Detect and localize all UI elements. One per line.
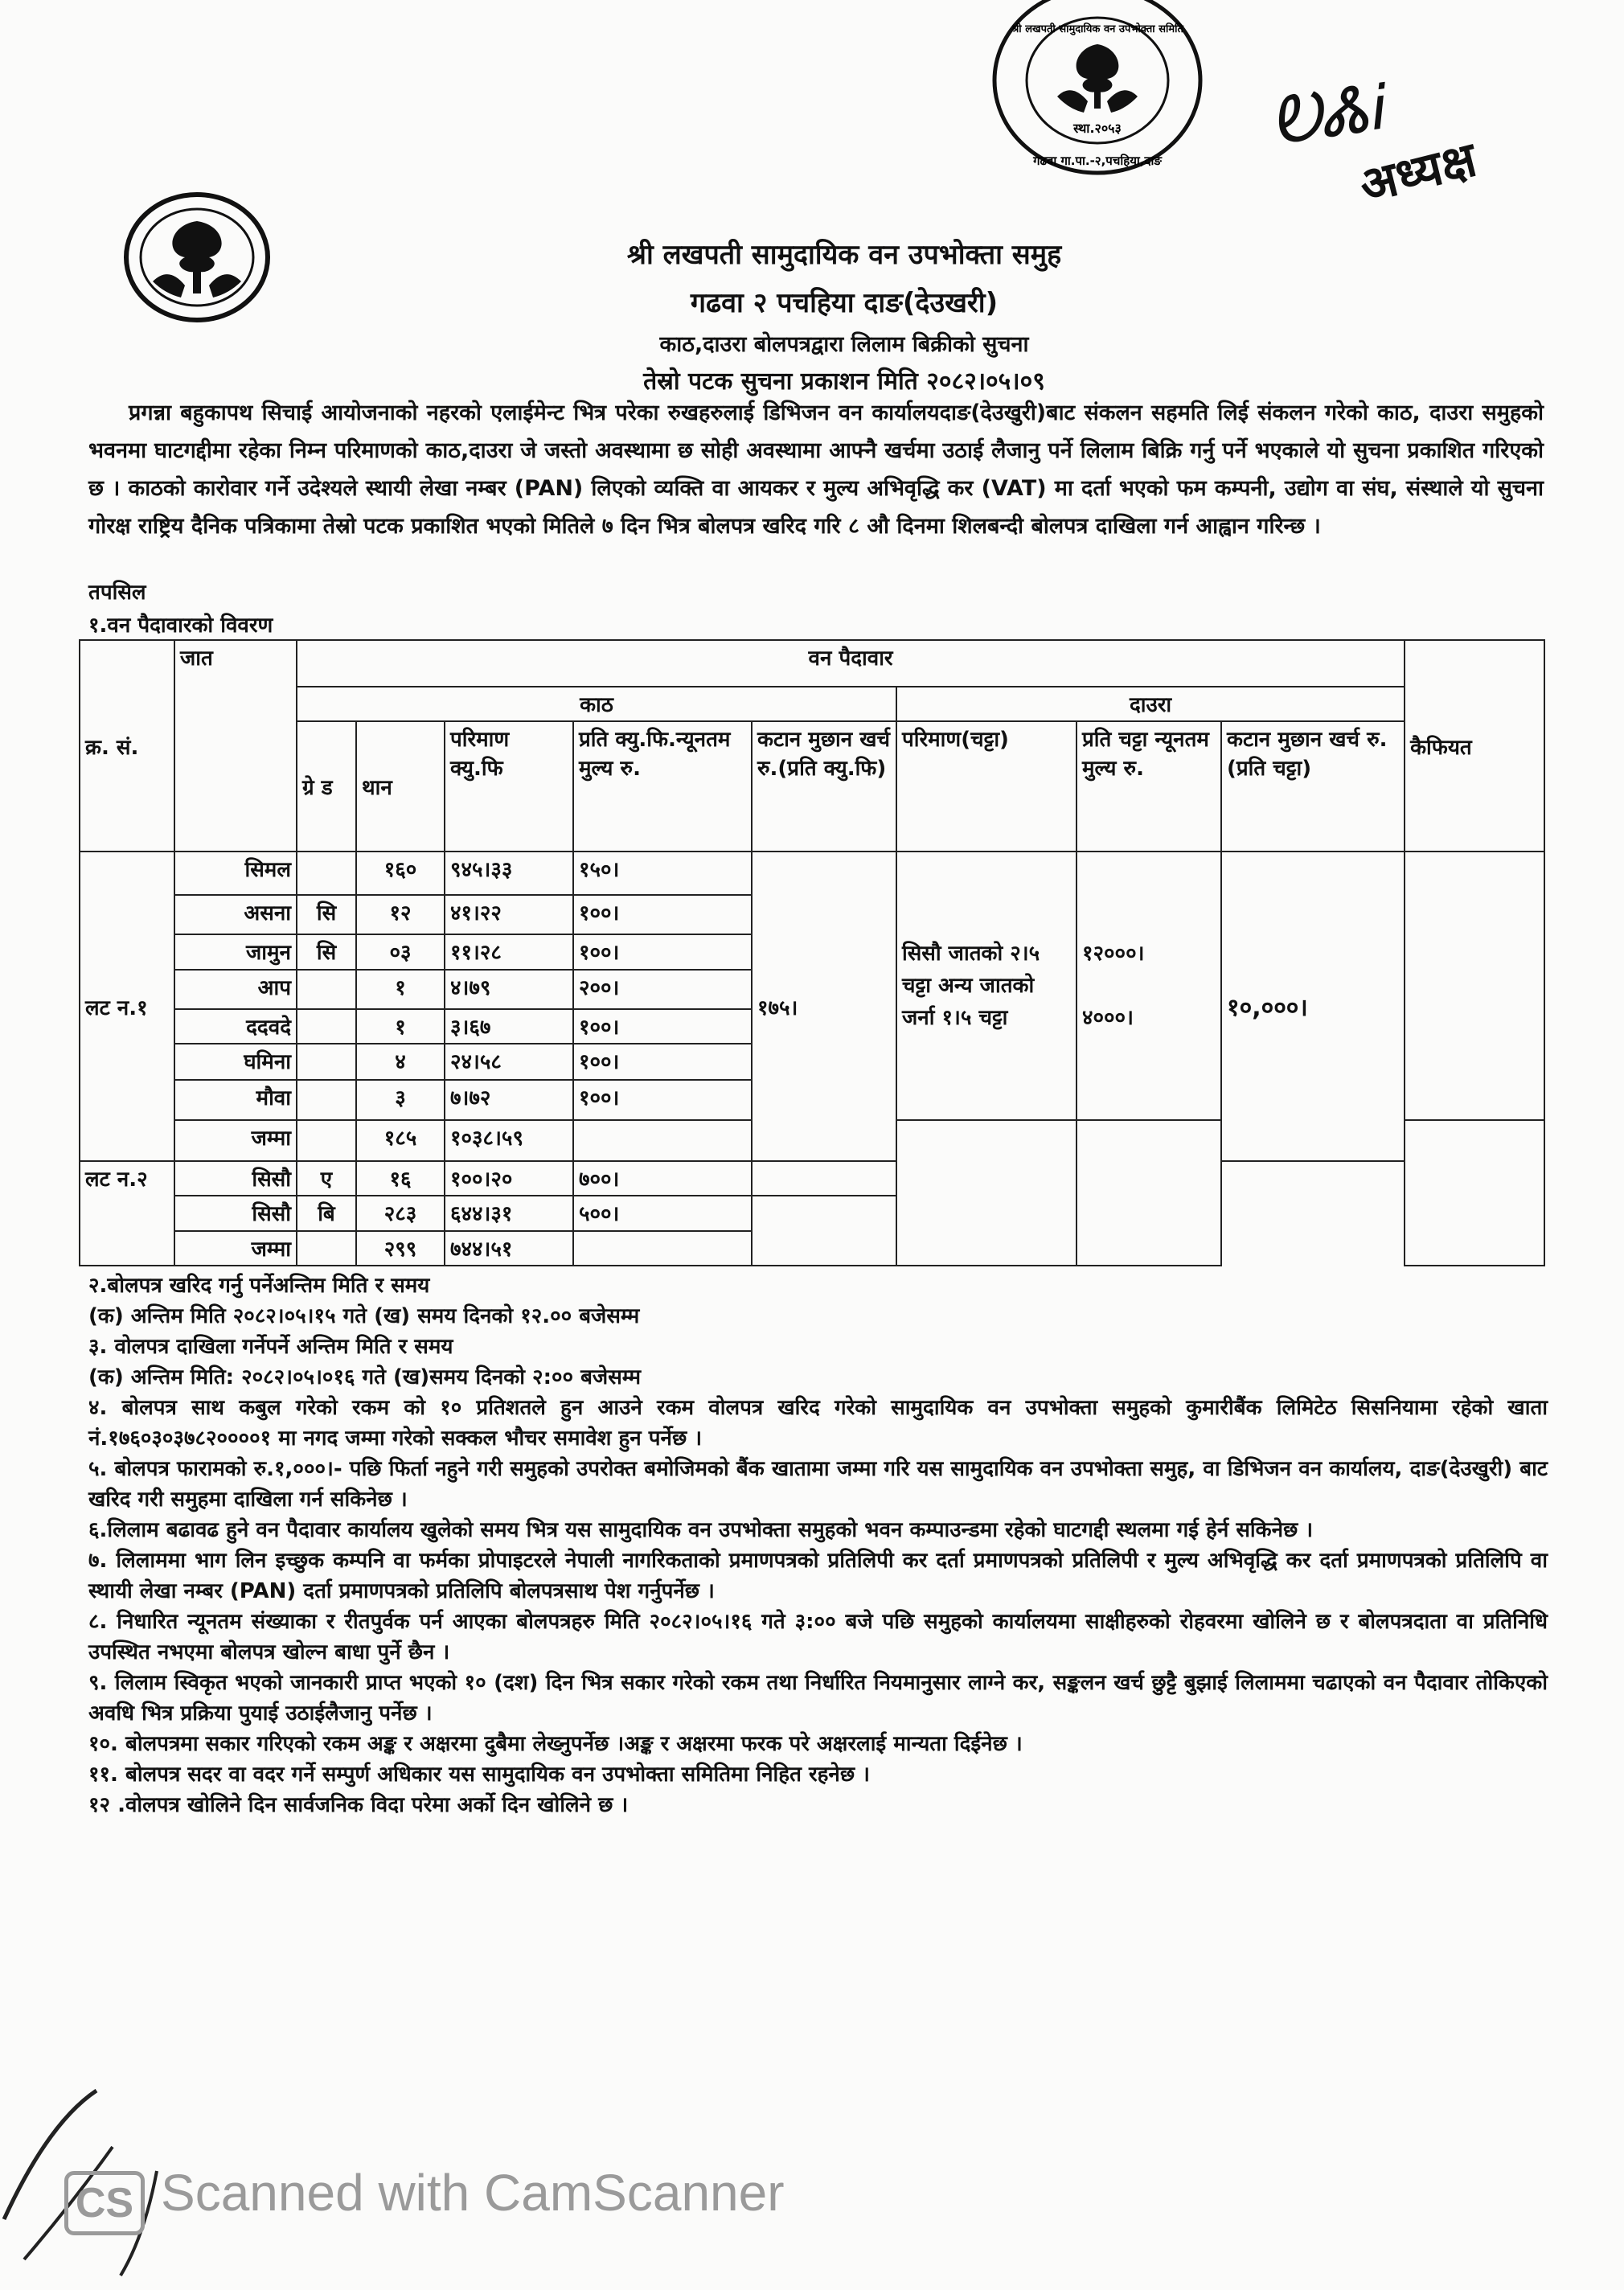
list-item: ३. वोलपत्र दाखिला गर्नेपर्ने अन्तिम मिति र समय xyxy=(88,1335,453,1359)
daura-rate-1: १२०००। xyxy=(1082,942,1145,966)
table-cell-jat: असना xyxy=(174,895,297,934)
camscanner-watermark: Scanned with CamScanner xyxy=(161,2164,785,2222)
lot-2-label: लट न.२ xyxy=(80,1161,174,1266)
forest-product-table xyxy=(79,639,1545,1266)
header-than: थान xyxy=(356,721,445,852)
header-grade: ग्रे ड xyxy=(297,721,356,852)
daura-description: सिसौ जातको २।५ चट्टा अन्य जातको जर्ना १।५ चट्टा xyxy=(896,852,1077,1119)
daura-rate-2: ४०००। xyxy=(1082,1006,1134,1031)
katan-cost-cell: १७५। xyxy=(752,852,896,1161)
list-item: ७. लिलाममा भाग लिन इच्छुक कम्पनि वा फर्मका प्रोपाइटरले नेपाली नागरिकताको प्रमाणपत्रको प्रतिलिपी कर दर्ता प्रमाणपत्रको प्रतिलिपी र मुल्य अभिवृद्धि कर दर्ता प्रमाणपत्रको प्रतिलिपि वा स्थायी लेखा नम्बर (PAN) दर्ता प्रमाणपत्रको प्रतिलिपि बोलपत्रसाथ पेश गर्नुपर्नेछ । xyxy=(88,1549,1548,1603)
table-cell-pariman: ११।२८ xyxy=(445,934,573,969)
header-katan: कटान मुछान खर्च रु.(प्रति क्यु.फि) xyxy=(752,721,896,852)
table-cell-jat: घमिना xyxy=(174,1044,297,1080)
signature xyxy=(1254,72,1483,215)
table-cell-rate: १५०। xyxy=(573,852,752,895)
lot-2-total-label: जम्मा xyxy=(174,1231,297,1266)
organization-address: गढवा २ पचहिया दाङ(देउखरी) xyxy=(690,287,999,319)
official-seal xyxy=(977,0,1218,201)
header-kath: काठ xyxy=(297,687,896,721)
section-1-heading: १.वन पैदावारको विवरण xyxy=(88,614,273,638)
table-cell-than: २८३ xyxy=(356,1196,445,1230)
table-cell-grade xyxy=(297,852,356,895)
table-cell-pariman: ६४४।३१ xyxy=(445,1196,573,1230)
lot-2-total-pariman: ७४४।५१ xyxy=(445,1231,573,1266)
table-cell-grade xyxy=(297,1080,356,1119)
table-cell-grade: सि xyxy=(297,934,356,969)
seal-bottom-text: गढवा गा.पा.-२,पचहिया,दाङ xyxy=(1033,154,1162,168)
table-cell-than: ४ xyxy=(356,1044,445,1080)
camscanner-icon: CS xyxy=(64,2171,145,2235)
lot-1-label: लट न.१ xyxy=(80,852,174,1161)
table-cell-grade xyxy=(297,1009,356,1044)
table-cell-rate: ७००। xyxy=(573,1161,752,1196)
notice-subject: काठ,दाउरा बोलपत्रद्वारा लिलाम बिक्रीको सुचना xyxy=(659,332,1029,357)
table-cell-pariman: ४।७९ xyxy=(445,970,573,1009)
lot-1-total-label: जम्मा xyxy=(174,1120,297,1161)
daura-katan-cell: १०,०००। xyxy=(1221,852,1405,1161)
table-cell-rate: १००। xyxy=(573,1009,752,1044)
table-cell-grade xyxy=(297,970,356,1009)
header-daura: दाउरा xyxy=(896,687,1405,721)
signature-title: अध्यक्ष xyxy=(1354,131,1483,215)
organization-name: श्री लखपती सामुदायिक वन उपभोक्ता समुह xyxy=(626,239,1062,271)
table-cell-pariman: ४१।२२ xyxy=(445,895,573,934)
table-cell-jat: सिसौ xyxy=(174,1196,297,1230)
seal-year: स्था.२०५३ xyxy=(1073,121,1122,136)
table-cell-grade: बि xyxy=(297,1196,356,1230)
table-cell-rate: १००। xyxy=(573,934,752,969)
header-jat: जात xyxy=(174,640,297,852)
list-item: ९. लिलाम स्विकृत भएको जानकारी प्राप्त भएको १० (दश) दिन भित्र सकार गरेको रकम तथा निर्धारित नियमानुसार लाग्ने कर, सङ्कलन खर्च छुट्टै बुझाई लिलाममा चढाएको वन पैदावार तोकिएको अवधि भित्र प्रक्रिया पुयाई उठाईलैजानु पर्नेछ । xyxy=(88,1671,1548,1726)
header-pariman: परिमाण क्यु.फि xyxy=(445,721,573,852)
table-cell-pariman: ७।७२ xyxy=(445,1080,573,1119)
header-daura-pariman: परिमाण(चट्टा) xyxy=(896,721,1077,852)
publication-date: तेस्रो पटक सुचना प्रकाशन मिति २०८२।०५।०९ xyxy=(643,367,1045,396)
table-cell-than: १२ xyxy=(356,895,445,934)
list-item: (क) अन्तिम मिति २०८२।०५।१५ गते (ख) समय दिनको १२.०० बजेसम्म xyxy=(88,1304,640,1328)
seal-top-text: श्री लखपती सामुदायिक वन उपभोक्ता समिति xyxy=(1011,23,1183,35)
table-cell-jat: आप xyxy=(174,970,297,1009)
header-daura-katan: कटान मुछान खर्च रु.(प्रति चट्टा) xyxy=(1221,721,1405,852)
table-cell-rate: १००। xyxy=(573,1044,752,1080)
list-item: २.बोलपत्र खरिद गर्नु पर्नेअन्तिम मिति र समय xyxy=(88,1274,430,1298)
table-cell-jat: जामुन xyxy=(174,934,297,969)
table-cell-pariman: १००।२० xyxy=(445,1161,573,1196)
table-cell-jat: ददवदे xyxy=(174,1009,297,1044)
table-cell-than: १ xyxy=(356,1009,445,1044)
table-cell-than: १६० xyxy=(356,852,445,895)
list-item: ४. बोलपत्र साथ कबुल गरेको रकम को १० प्रतिशतले हुन आउने रकम वोलपत्र खरिद गरेको सामुदायिक वन उपभोक्ता समुहको कुमारीबैंक लिमिटेठ सिसनियामा रहेको खाता नं.१७६०३०३७८२००००१ मा नगद जम्मा गरेको सक्कल भौचर समावेश हुन पर्नेछ । xyxy=(88,1396,1548,1451)
table-cell-rate: १००। xyxy=(573,895,752,934)
list-item: ५. बोलपत्र फारामको रु.१,०००।- पछि फिर्ता नहुने गरी समुहको उपरोक्त बमोजिमको बैंक खातामा जम्मा गरि यस सामुदायिक वन उपभोक्ता समुह, वा डिभिजन वन कार्यालय, दाङ(देउखुरी) बाट खरिद गरी समुहमा दाखिला गर्न सकिनेछ । xyxy=(88,1457,1548,1512)
table-cell-grade: ए xyxy=(297,1161,356,1196)
intro-paragraph: प्रगन्ना बहुकापथ सिचाई आयोजनाको नहरको एलाईमेन्ट भित्र परेका रुखहरुलाई डिभिजन वन कार्यालयदाङ(देउखुरी)बाट संकलन सहमति लिई संकलन गरेको काठ, दाउरा समुहको भवनमा घाटगद्दीमा रहेका निम्न परिमाणको काठ,दाउरा जे जस्तो अवस्थामा छ सोही अवस्थामा आफ्नै खर्चमा उठाई लैजानु पर्ने लिलाम बिक्रि गर्नु पर्ने भएकाले यो सुचना प्रकाशित गरिएको छ । काठको कारोवार गर्ने उदेश्यले स्थायी लेखा नम्बर (PAN) लिएको व्यक्ति वा आयकर र मुल्य अभिवृद्धि कर (VAT) मा दर्ता भएको फम कम्पनी, उद्योग वा संघ, संस्थाले यो सुचना गोरक्ष राष्ट्रिय दैनिक पत्रिकामा तेस्रो पटक प्रकाशित भएको मितिले ७ दिन भित्र बोलपत्र खरिद गरि ८ औ दिनमा शिलबन्दी बोलपत्र दाखिला गर्न आह्वान गरिन्छ । xyxy=(88,400,1544,539)
remarks-lot-1 xyxy=(1405,852,1544,1119)
header-rate: प्रति क्यु.फि.न्यूनतम मुल्य रु. xyxy=(573,721,752,852)
table-cell-grade xyxy=(297,1044,356,1080)
tapasil-heading: तपसिल xyxy=(88,581,146,605)
table-cell-than: ३ xyxy=(356,1080,445,1119)
lot-1-total-than: १८५ xyxy=(356,1120,445,1161)
list-item: ६.लिलाम बढावढ हुने वन पैदावार कार्यालय खुलेको समय भित्र यस सामुदायिक वन उपभोक्ता समुहको भवन कम्पाउन्डमा रहेको घाटगद्दी स्थलमा गई हेर्न सकिनेछ । xyxy=(88,1518,1314,1542)
table-cell-pariman: ९४५।३३ xyxy=(445,852,573,895)
table-cell-jat: सिमल xyxy=(174,852,297,895)
signature-scribble: ᎧᏜᎥ xyxy=(1265,72,1386,159)
list-item: ८. निधारित न्यूनतम संख्याका र रीतपुर्वक पर्न आएका बोलपत्रहरु मिति २०८२।०५।१६ गते ३:०० बजे पछि समुहको कार्यालयमा साक्षीहरुको रोहवरमा खोलिने छ र बोलपत्रदाता वा प्रतिनिधि उपस्थित नभएमा बोलपत्र खोल्न बाधा पुर्ने छैन । xyxy=(88,1610,1548,1664)
header-daura-rate: प्रति चट्टा न्यूनतम मुल्य रु. xyxy=(1077,721,1221,852)
table-cell-than: १ xyxy=(356,970,445,1009)
header-forest-products: वन पैदावार xyxy=(297,640,1405,687)
header-remarks: कैफियत xyxy=(1405,640,1544,852)
lot-1-total-pariman: १०३८।५९ xyxy=(445,1120,573,1161)
terms-list xyxy=(88,1270,1548,1820)
table-cell-rate: १००। xyxy=(573,1080,752,1119)
list-item: ११. बोलपत्र सदर वा वदर गर्ने सम्पुर्ण अधिकार यस सामुदायिक वन उपभोक्ता समितिमा निहित रहनेछ । xyxy=(88,1763,870,1787)
table-cell-than: ०३ xyxy=(356,934,445,969)
header-sn: क्र. सं. xyxy=(80,640,174,852)
list-item: १०. बोलपत्रमा सकार गरिएको रकम अङ्क र अक्षरमा दुबैमा लेख्नुपर्नेछ ।अङ्क र अक्षरमा फरक परे अक्षरलाई मान्यता दिईनेछ । xyxy=(88,1732,1023,1756)
table-cell-rate: ५००। xyxy=(573,1196,752,1230)
table-cell-jat: सिसौ xyxy=(174,1161,297,1196)
list-item: १२ .वोलपत्र खोलिने दिन सार्वजनिक विदा परेमा अर्को दिन खोलिने छ । xyxy=(88,1793,629,1817)
table-cell-jat: मौवा xyxy=(174,1080,297,1119)
table-cell-pariman: २४।५८ xyxy=(445,1044,573,1080)
lot-2-total-than: २९९ xyxy=(356,1231,445,1266)
table-cell-than: १६ xyxy=(356,1161,445,1196)
table-cell-rate: २००। xyxy=(573,970,752,1009)
table-cell-grade: सि xyxy=(297,895,356,934)
table-cell-pariman: ३।६७ xyxy=(445,1009,573,1044)
daura-rate-cell xyxy=(1077,852,1221,1119)
list-item: (क) अन्तिम मिति: २०८२।०५।०१६ गते (ख)समय दिनको २:०० बजेसम्म xyxy=(88,1365,642,1389)
